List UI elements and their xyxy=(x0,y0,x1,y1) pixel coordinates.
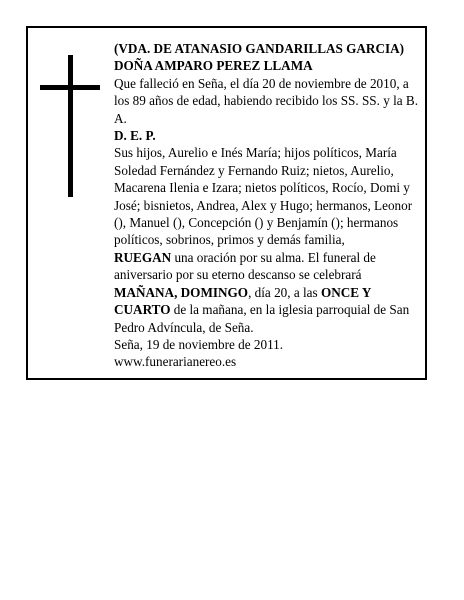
obituary-notice xyxy=(26,26,427,380)
death-details: Que falleció en Seña, el día 20 de noviembre de 2010, a los 89 años de edad, habiendo recibido los SS. SS. y la B. A. xyxy=(114,75,419,126)
day-text: , día 20, a las xyxy=(248,284,321,300)
family-paragraph xyxy=(114,144,424,335)
notice-text xyxy=(114,40,424,371)
dep-line: D. E. P. xyxy=(114,128,156,144)
cross-icon xyxy=(40,55,110,197)
place-text: de la mañana, en la iglesia parroquial de San Pedro Advíncula, de Seña. xyxy=(114,302,410,335)
website: www.funerarianereo.es xyxy=(114,354,237,370)
widow-line: (VDA. DE ATANASIO GANDARILLAS GARCIA) xyxy=(114,41,405,56)
date-line: Seña, 19 de noviembre de 2011. xyxy=(114,336,284,352)
family-text: Sus hijos, Aurelio e Inés María; hijos políticos, María Soledad Fernández y Fernando Ruiz; nietos, Aurelio, Macarena Ilenia e Izara; nietos políticos, Rocío, Domi y José; bisnietos, Andrea, Alex y Hugo; hermanos, Leonor (), Manuel (), Concepción () y Benjamín (); hermanos políticos, sobrinos, primos y demás familia, xyxy=(114,145,413,248)
funeral-day: MAÑANA, DOMINGO xyxy=(114,284,249,300)
ruegan-text: RUEGAN xyxy=(114,249,172,265)
funeral-time: ONCE Y CUARTO xyxy=(114,284,371,318)
prayer-text: una oración por su alma. El funeral de aniversario por su eterno descanso se celebrará xyxy=(114,249,376,283)
cross-vertical-bar xyxy=(68,55,73,197)
deceased-name: DOÑA AMPARO PEREZ LLAMA xyxy=(114,58,313,74)
cross-horizontal-bar xyxy=(40,85,100,90)
